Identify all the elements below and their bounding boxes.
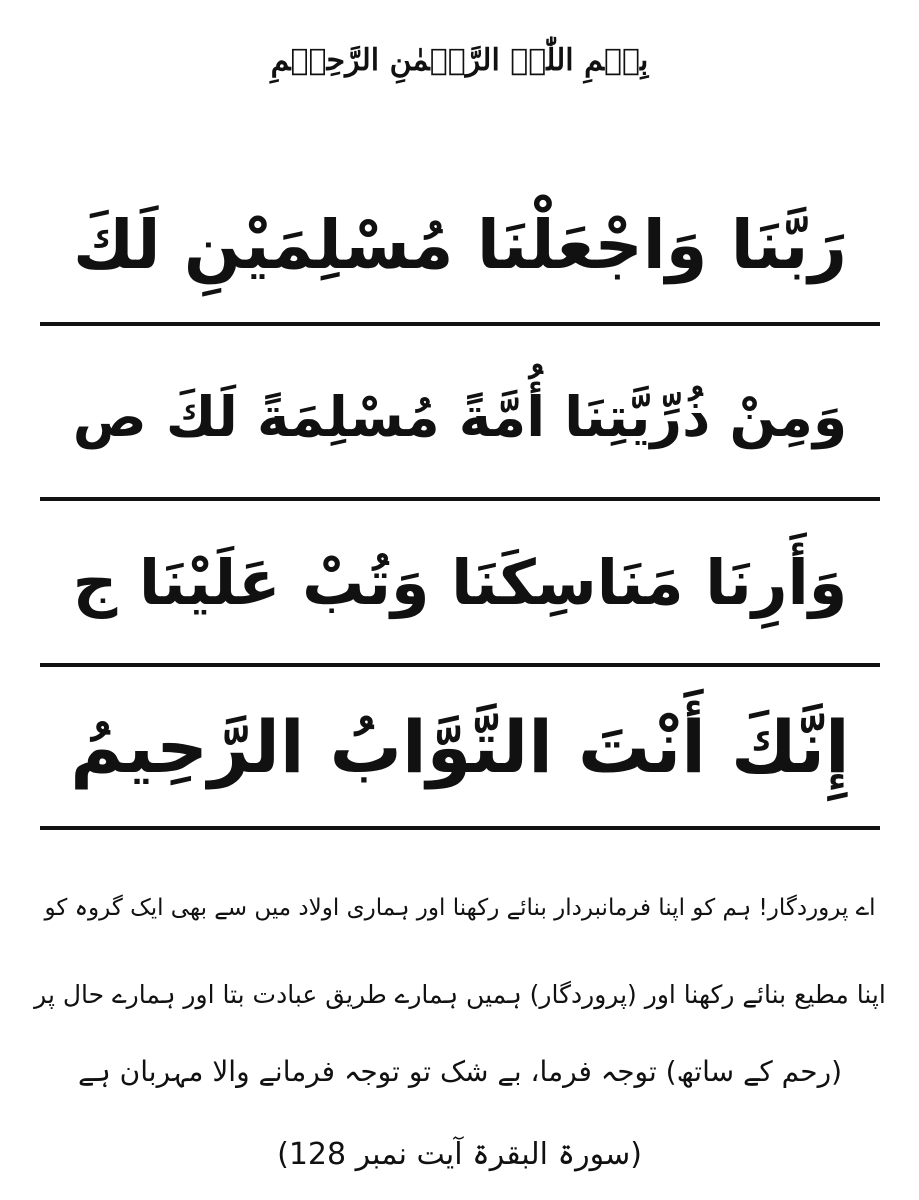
translation-line-2: اپنا مطیع بنائے رکھنا اور (پروردگار) ہمیں ہمارے طریق عبادت بتا اور ہمارے حال پر xyxy=(34,980,886,1009)
divider-rule-3 xyxy=(40,663,880,667)
translation-line-1: اے پروردگار! ہم کو اپنا فرمانبردار بنائے رکھنا اور ہماری اولاد میں سے بھی ایک گروہ کو xyxy=(44,895,876,921)
surah-reference: (سورۃ البقرۃ آیت نمبر 128) xyxy=(277,1137,642,1172)
verse-line-2: وَمِنْ ذُرِّيَّتِنَا أُمَّةً مُسْلِمَةً لَكَ ص xyxy=(72,385,848,449)
verse-line-1: رَبَّنَا وَاجْعَلْنَا مُسْلِمَيْنِ لَكَ xyxy=(73,206,847,284)
verse-line-4: إِنَّكَ أَنْتَ التَّوَّابُ الرَّحِيمُ xyxy=(70,705,850,789)
translation-line-3: (رحم کے ساتھ) توجہ فرما، بے شک تو توجہ فرمانے والا مہربان ہے xyxy=(77,1055,843,1088)
divider-rule-4 xyxy=(40,826,880,830)
divider-rule-2 xyxy=(40,497,880,501)
divider-rule-1 xyxy=(40,322,880,326)
bismillah-heading: بِسۡمِ اللّٰہِ الرَّحۡمٰنِ الرَّحِیۡمِ xyxy=(270,43,649,78)
verse-line-3: وَأَرِنَا مَنَاسِكَنَا وَتُبْ عَلَيْنَا ج xyxy=(72,546,848,619)
